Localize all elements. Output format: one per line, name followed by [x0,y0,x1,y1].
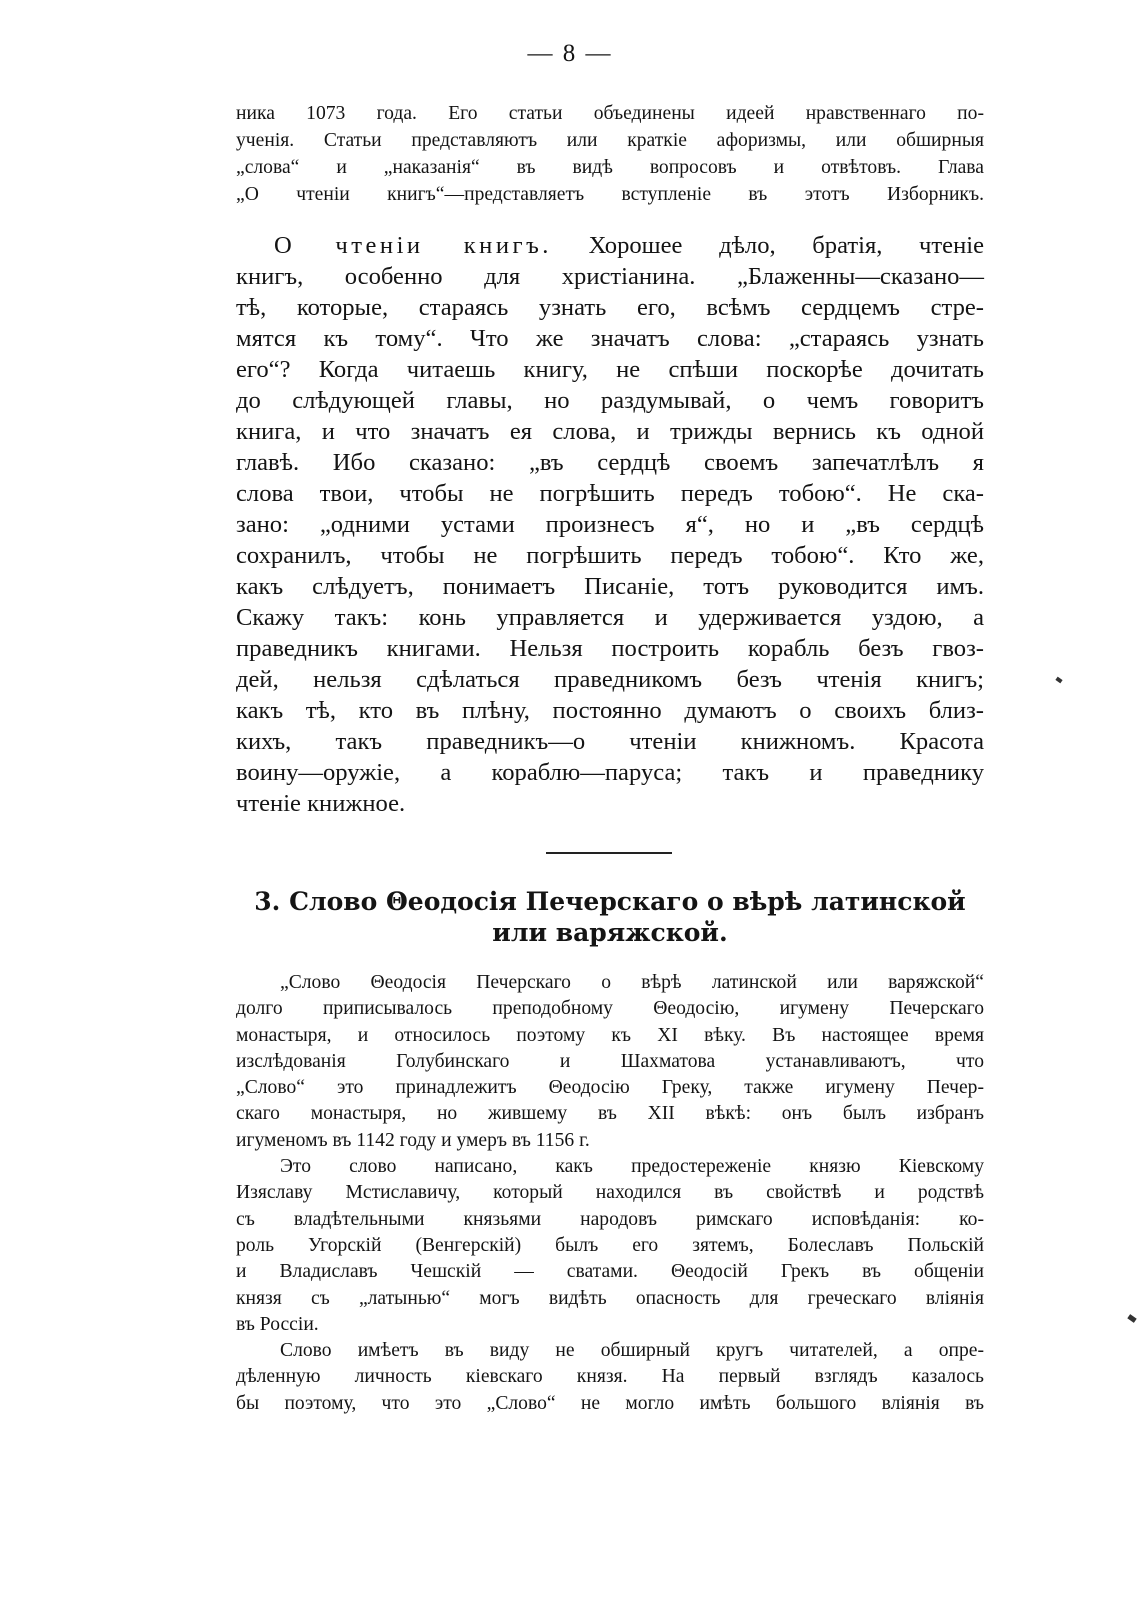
text-line: изслѣдованія Голубинскаго и Шахматова устанавливаютъ, что [236,1050,984,1072]
text-line: князя съ „латынью“ могъ видѣть опасность для греческаго вліянія [236,1287,984,1309]
reading-title: О чтеніи книгъ. [274,232,552,259]
text-line: „О чтеніи книгъ“—представляетъ вступленіе въ этотъ Изборникъ. [236,184,984,205]
text-line: кихъ, такъ праведникъ—о чтеніи книжномъ. Красота [236,728,984,755]
section-divider [546,852,672,854]
text-line: дей, нельзя сдѣлаться праведникомъ безъ чтенія книгъ; [236,666,984,693]
text-line: его“? Когда читаешь книгу, не спѣши поскорѣе дочитать [236,356,984,383]
text-line: игуменомъ въ 1142 году и умеръ въ 1156 г. [236,1129,590,1151]
text-line: до слѣдующей главы, но раздумывай, о чемъ говоритъ [236,387,984,414]
text-line: долго приписывалось преподобному Θеодосію, игумену Печерскаго [236,998,984,1020]
text-line: „Слово Θеодосія Печерскаго о вѣрѣ латинской или варяжской“ [280,972,984,993]
text-line: Скажу такъ: конь управляется и удерживается уздою, а [236,604,984,631]
section-body [236,970,984,1417]
scan-speck [1055,677,1062,684]
text-line: слова твои, чтобы не погрѣшить передъ тобою“. Не ска- [236,480,984,507]
text-line: „слова“ и „наказанія“ въ видѣ вопросовъ и отвѣтовъ. Глава [236,157,984,178]
text-line: какъ слѣдуетъ, понимаетъ Писаніе, тотъ руководится имъ. [236,573,984,600]
text-line: ученія. Статьи представляютъ или краткіе афоризмы, или обширныя [236,130,984,151]
scan-speck [1127,1314,1136,1323]
text-line: тѣ, которые, стараясь узнать его, всѣмъ сердцемъ стре- [236,294,984,321]
text-line: и Владиславъ Чешскій — сватами. Θеодосій Грекъ въ общеніи [236,1261,984,1283]
text-line: книгъ, особенно для христіанина. „Блаженны—сказано— [236,263,984,290]
section-heading-line: или варяжской. [492,918,728,947]
reading-paragraph [236,230,984,819]
text-line: книга, и что значатъ ея слова, и трижды вернись къ одной [236,418,984,445]
text-line: Изяславу Мстиславичу, который находился въ свойствѣ и родствѣ [236,1182,984,1204]
text-line: скаго монастыря, но жившему въ XII вѣкѣ: онъ былъ избранъ [236,1103,984,1125]
text-line: чтеніе книжное. [236,790,406,817]
text-line: дѣленную личность кіевскаго князя. На первый взглядъ казалось [236,1366,984,1388]
text-line: монастыря, и относилось поэтому къ XI вѣку. Въ настоящее время [236,1024,984,1046]
text-line: бы поэтому, что это „Слово“ не могло имѣть большого вліянія въ [236,1392,984,1414]
text-line: какъ тѣ, кто въ плѣну, постоянно думаютъ о своихъ близ- [236,697,984,724]
text-line: воину—оружіе, а кораблю—паруса; такъ и праведнику [236,759,984,786]
page-number: — 8 — [527,40,613,67]
text-line: съ владѣтельными князьями народовъ римскаго исповѣданія: ко- [236,1208,984,1230]
text-line: въ Россіи. [236,1313,319,1335]
text-line: Это слово написано, какъ предостереженіе князю Кіевскому [280,1156,984,1178]
text-line: О чтеніи книгъ. Хорошее дѣло, братія, чтеніе [274,232,984,259]
text-line: праведникъ книгами. Нельзя построить корабль безъ гвоз- [236,635,984,662]
text-line: ника 1073 года. Его статьи объединены идеей нравственнаго по- [236,103,984,124]
text-line: Слово имѣетъ въ виду не обширный кругъ читателей, а опре- [280,1340,984,1362]
text-line: мятся къ тому“. Что же значатъ слова: „стараясь узнать [236,325,984,352]
text-line: роль Угорскій (Венгерскій) былъ его зятемъ, Болеславъ Польскій [236,1234,984,1256]
text-line: сохранилъ, чтобы не погрѣшить передъ тобою“. Кто же, [236,542,984,569]
intro-paragraph [236,100,984,208]
section-heading [236,886,984,948]
text-line: „Слово“ это принадлежитъ Θеодосію Греку, также игумену Печер- [236,1077,984,1099]
text-line: главѣ. Ибо сказано: „въ сердцѣ своемъ запечатлѣлъ я [236,449,984,476]
text-line: зано: „одними устами произнесъ я“, но и „въ сердцѣ [236,511,984,538]
section-heading-line: 3. Слово Θеодосія Печерскаго о вѣрѣ латинской [254,887,966,916]
